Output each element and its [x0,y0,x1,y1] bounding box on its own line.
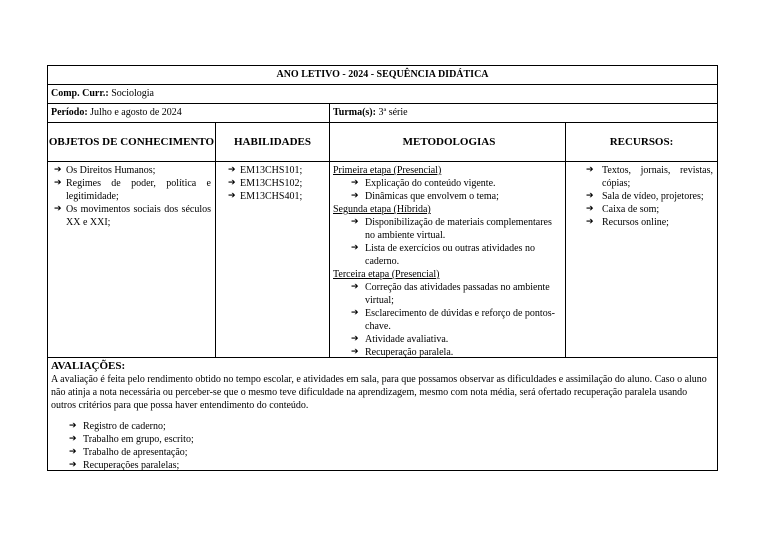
table-title: ANO LETIVO - 2024 - SEQUÊNCIA DIDÁTICA [48,66,717,85]
arrow-right-icon: ➔ [586,191,594,201]
list-item: ➔ Recuperações paralelas; [69,460,180,471]
comp-value: Sociologia [111,88,154,99]
arrow-right-icon: ➔ [351,308,359,318]
class-value: 3ª série [378,107,408,118]
objetos-cell [48,162,216,357]
list-item: ➔ Trabalho em grupo, escrito; [69,434,194,445]
avaliacoes-text: A avaliação é feita pelo rendimento obtido no tempo escolar, e atividades em sala, para que possamos observar as dificuldades e assimilação do aluno. Caso o aluno não atinja a nota necessária ou perceber-se que o mesmo teve dificuldade na aprendizagem, mesmo com nota média, será ofertado recuperação paralela usando outros critérios para que possa haver entendimento do conteúdo. [51,374,707,411]
recursos-cell [566,162,717,357]
arrow-right-icon: ➔ [351,191,359,201]
avaliacoes-heading: AVALIAÇÕES: [51,360,126,372]
list-item: ➔ Lista de exercícios ou outras atividades no caderno. [351,243,535,267]
period-value: Julho e agosto de 2024 [90,107,182,118]
list-item: ➔ Caixa de som; [586,204,660,215]
header-habilidades: HABILIDADES [216,123,330,161]
arrow-right-icon: ➔ [351,282,359,292]
class-label: Turma(s): [333,107,376,118]
arrow-right-icon: ➔ [69,447,77,457]
didactic-sequence-table [47,65,718,471]
arrow-right-icon: ➔ [228,165,236,175]
arrow-right-icon: ➔ [586,204,594,214]
arrow-right-icon: ➔ [69,460,77,470]
period-class-row [48,104,717,123]
arrow-right-icon: ➔ [351,243,359,253]
arrow-right-icon: ➔ [351,334,359,344]
arrow-right-icon: ➔ [351,217,359,227]
arrow-right-icon: ➔ [228,191,236,201]
content-row [48,162,717,358]
arrow-right-icon: ➔ [228,178,236,188]
list-item: ➔ Trabalho de apresentação; [69,447,188,458]
list-item: ➔ Dinâmicas que envolvem o tema; [351,191,499,202]
list-item: ➔ Os movimentos sociais dos séculos XX e XXI; [54,204,211,228]
list-item: ➔ Explicação do conteúdo vigente. [351,178,496,189]
list-item: ➔ Os Direitos Humanos; [54,165,156,176]
list-item: ➔ EM13CHS102; [228,178,303,189]
curricular-component-row [48,85,717,104]
arrow-right-icon: ➔ [54,178,62,188]
arrow-right-icon: ➔ [351,347,359,357]
list-item: ➔ Atividade avaliativa. [351,334,449,345]
period-cell [48,104,330,122]
arrow-right-icon: ➔ [586,165,594,175]
list-item: ➔ Recursos online; [586,217,669,228]
arrow-right-icon: ➔ [54,165,62,175]
etapa-1-heading: Primeira etapa (Presencial) [333,165,442,176]
column-headers [48,123,717,162]
header-recursos: RECURSOS: [609,135,674,148]
comp-label: Comp. Curr.: [51,88,109,99]
arrow-right-icon: ➔ [69,434,77,444]
list-item: ➔ Disponibilização de materiais complementares no ambiente virtual. [351,217,552,241]
list-item: ➔ Registro de caderno; [69,421,166,432]
arrow-right-icon: ➔ [69,421,77,431]
arrow-right-icon: ➔ [586,217,594,227]
list-item: ➔ Correção das atividades passadas no ambiente virtual; [351,282,550,306]
list-item: ➔ Regimes de poder, política e legitimidade; [54,178,211,202]
avaliacoes-section [48,358,717,470]
arrow-right-icon: ➔ [351,178,359,188]
list-item: ➔ EM13CHS401; [228,191,303,202]
class-cell [330,104,408,122]
period-label: Período: [51,107,88,118]
arrow-right-icon: ➔ [54,204,62,214]
list-item: ➔ Textos, jornais, revistas, cópias; [586,165,713,189]
etapa-2-heading: Segunda etapa (Híbrida) [333,204,431,215]
list-item: ➔ Sala de vídeo, projetores; [586,191,704,202]
etapa-3-heading: Terceira etapa (Presencial) [333,269,440,280]
list-item: ➔ Esclarecimento de dúvidas e reforço de pontos-chave. [351,308,555,332]
header-metodologias: METODOLOGIAS [330,123,566,161]
list-item: ➔ Recuperação paralela. [351,347,454,358]
header-objetos: OBJETOS DE CONHECIMENTO [48,123,216,161]
habilidades-cell [216,162,330,357]
list-item: ➔ EM13CHS101; [228,165,303,176]
metodologias-cell [330,162,566,357]
